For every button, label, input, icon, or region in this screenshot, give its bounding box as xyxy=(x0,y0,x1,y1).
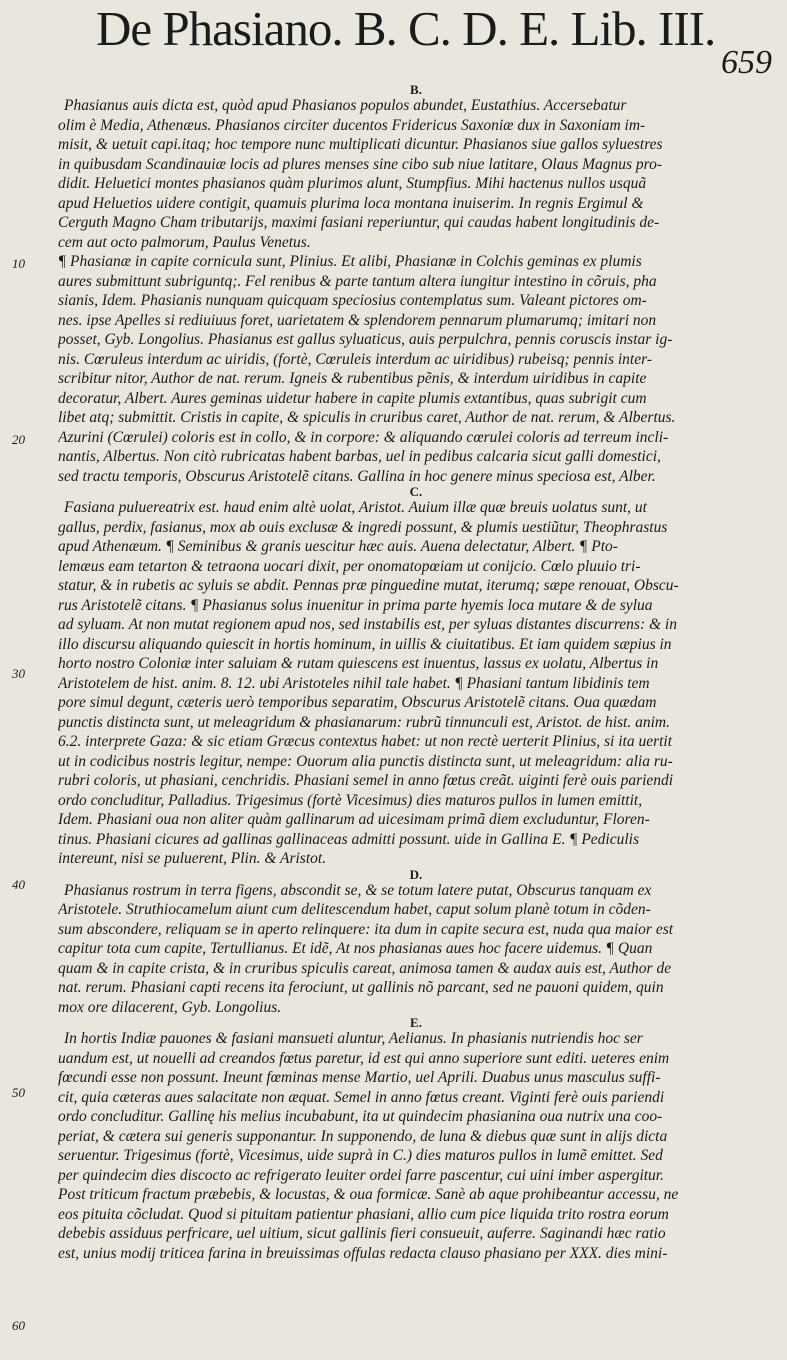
text-line: lemæus eam tetarton & tetraona uocari dixit, per onomatopœiam ut conijcio. Cœlo pluuio tri- xyxy=(58,557,641,575)
text-line: gallus, perdix, fasianus, mox ab ouis exclusæ & ingredi possunt, & plumis uestiũtur, Theophrastus xyxy=(58,518,668,536)
running-header xyxy=(96,0,776,81)
text-line: rubri coloris, ut phasiani, cenchridis. Phasiani semel in anno fœtus creãt. uiginti ferè ouis pariendi xyxy=(58,772,674,789)
text-line: Phasianus auis dicta est, quòd apud Phasianos populos abundet, Eustathius. Accersebatur xyxy=(64,97,627,114)
main-text xyxy=(58,84,774,1263)
line-number: 30 xyxy=(12,666,25,681)
text-line: libet atq; submittit. Cristis in capite, & spiculis in cruribus caret, Author de nat. rerum, & Albertus. xyxy=(58,409,676,426)
text-line: illo discursu aliquando quiescit in hortis hominum, in uillis & ciuitatibus. Et iam quidem sæpius in xyxy=(58,635,672,653)
section-label: B. xyxy=(410,82,422,97)
text-line: apud Athenæum. ¶ Seminibus & granis uescitur hæc auis. Auena delectatur, Albert. ¶ Pto- xyxy=(58,538,618,555)
text-line: rus Aristotelẽ citans. ¶ Phasianus solus inuenitur in prima parte hyemis loca mutare & de sylua xyxy=(58,596,653,614)
text-line: quam & in capite crista, & in cruribus spiculis careat, animosa tamen & audax auis est, Author de xyxy=(58,959,672,977)
text-line: sianis, Idem. Phasianis nunquam quicquam speciosius contemplatus sum. Valeant pictores om- xyxy=(58,292,647,309)
text-line: uandum est, ut nouelli ad creandos fœtus paretur, id est qui anno superiore sunt editi. ueteres enim xyxy=(58,1049,670,1067)
text-line: ¶ Phasianæ in capite cornicula sunt, Plinius. Et alibi, Phasianæ in Colchis geminas ex plumis xyxy=(58,253,642,270)
section-label: C. xyxy=(409,484,423,499)
text-line: nis. Cœruleus interdum ac uiridis, (fortè, Cœruleis interdum ac uiridibus) rubeisq; pennis inter- xyxy=(58,350,652,368)
text-line: sed tractu temporis, Obscurus Aristotelẽ citans. Gallina in hoc genere minus speciosa est, Alber. xyxy=(58,467,656,485)
section-label: D. xyxy=(409,866,423,882)
text-line: Aristotelem de hist. anim. 8. 12. ubi Aristoteles nihil tale habet. ¶ Phasiani tantum libidinis tem xyxy=(58,674,650,692)
text-line: fœcundi esse non possunt. Ineunt fœminas mense Martio, uel Aprili. Duabus unus masculus suffi- xyxy=(58,1069,661,1086)
text-line: nes. ipse Apelles si rediuiuus foret, uarietatem & splendorem pennarum plumarumq; imitari non xyxy=(58,311,657,329)
text-line: horto nostro Coloniæ inter saluiam & rutam quiescens est inuentus, lassus ex uolatu, Albertus in xyxy=(58,655,659,672)
text-line: ad syluam. At non mutat regionem apud nos, sed instabilis est, per syluas distantes discurrens: & in xyxy=(58,616,677,633)
text-line: In hortis Indiæ pauones & fasiani mansueti aluntur, Aelianus. In phasianis nutriendis hoc ser xyxy=(64,1030,643,1047)
text-line: misit, & uetuit capi.itaq; hoc tempore nunc multiplicati dicuntur. Phasianos siue gallos syluestres xyxy=(58,136,663,153)
text-line: Idem. Phasiani oua non aliter quàm gallinarum ad uicesimam primã diem excluduntur, Floren- xyxy=(58,811,650,828)
text-line: intereunt, nisi se puluerent, Plin. & Aristot. xyxy=(58,850,327,867)
text-line: ut in codicibus nostris legitur, nempe: Ouorum alia punctis distincta sunt, ut meleagridum: alia ru- xyxy=(58,752,673,770)
text-line: capitur tota cum capite, Tertullianus. Et idẽ, At nos phasianas aues hoc facere uidemus. ¶ Quan xyxy=(58,940,653,957)
text-line: statur, & in rubetis ac syluis se abdit. Pennas præ pinguedine mutat, iterumq; sæpe renouat, Obscu- xyxy=(58,577,679,594)
text-line: eos pituita cõcludat. Quod si pituitam patientur phasiani, allio cum pice liquida trito rostra eorum xyxy=(58,1205,669,1223)
text-line: per quindecim dies discocto ac refrigerato leuiter ordei farre pascentur, cui uini imber aspergitur. xyxy=(58,1166,664,1184)
text-line: tinus. Phasiani cicures ad gallinas gallinaceas admitti possunt. uide in Gallina E. ¶ Pediculis xyxy=(58,830,640,848)
text-line: periat, & cætera sui generis supponantur. In supponendo, de luna & diebus quæ sunt in alijs dicta xyxy=(58,1127,668,1145)
text-line: sum abscondere, reliquam se in aperto relinquere: ita dum in capite secura est, nuda qua maior est xyxy=(58,920,674,938)
text-line: didit. Heluetici montes phasianos quàm plurimos alunt, Stumpfius. Mihi hactenus nullos usquã xyxy=(58,175,647,192)
text-line: Phasianus rostrum in terra figens, abscondit se, & se totum latere putat, Obscurus tanquam ex xyxy=(64,881,652,899)
text-line: Azurini (Cœrulei) coloris est in collo, & in corpore: & aliquando cœrulei coloris ad terreum incli- xyxy=(58,428,669,446)
text-line: Fasiana puluereatrix est. haud enim altè uolat, Aristot. Auium illæ quæ breuis uolatus sunt, ut xyxy=(64,499,647,516)
text-line: nantis, Albertus. Non citò rubricatas habent barbas, uel in pedibus calcaria sicut galli domestici, xyxy=(58,448,661,465)
text-line: scribitur nitor, Author de nat. rerum. Igneis & rubentibus pẽnis, & interdum uiridibus in capite xyxy=(58,370,647,387)
text-line: cem aut octo palmorum, Paulus Venetus. xyxy=(58,233,311,251)
text-line: mox ore dilacerent, Gyb. Longolius. xyxy=(58,998,282,1016)
text-line: Post triticum fractum præbebis, & locustas, & oua formicæ. Sanè ab aque prohibeantur accessu, ne xyxy=(58,1186,679,1203)
text-line: est, unius modij triticea farina in breuissimas offulas redacta clauso phasiano per XXX. dies mini- xyxy=(58,1244,668,1262)
text-line: nat. rerum. Phasiani capti recens ita ferociunt, ut gallinis nõ parcant, sed ne pauoni quidem, quin xyxy=(58,979,664,996)
line-number: 20 xyxy=(12,432,25,447)
section-label: E. xyxy=(410,1015,422,1030)
text-line: in quibusdam Scandinauiæ locis ad plures menses sine cibo sub niue latitare, Olaus Magnus pro- xyxy=(58,155,663,173)
page-title: De Phasiano. B. C. D. E. Lib. III. xyxy=(96,1,716,56)
text-line: ordo concluditur. Gallinę his melius incubabunt, ita ut quindecim phasianina oua nutrix una coo- xyxy=(58,1108,663,1125)
text-line: debebis assiduus perfricare, uel uitium, sicut gallinis fieri consueuit, auferre. Saginandi hæc ratio xyxy=(58,1225,666,1242)
text-line: posset, Gyb. Longolius. Phasianus est gallus syluaticus, auis perpulchra, pennis coruscis instar ig- xyxy=(58,331,673,348)
text-line: cit, quia cæteras aues salacitate non æquat. Semel in anno fœtus creant. Viginti ferè ouis pariendi xyxy=(58,1088,665,1106)
line-number: 60 xyxy=(12,1318,25,1333)
line-number: 40 xyxy=(12,877,25,892)
line-number: 10 xyxy=(12,256,25,271)
text-line: ordo concluditur, Palladius. Trigesimus (fortè Vicesimus) dies maturos pullos in lumen emittit, xyxy=(58,791,643,809)
text-line: Cerguth Magno Cham tributarijs, maximi fasiani reperiuntur, qui caudas habent longitudinis de- xyxy=(58,214,660,231)
text-line: 6.2. interprete Gaza: & sic etiam Græcus contextus habet: ut non rectè uerterit Plinius, si ita uertit xyxy=(58,733,673,750)
text-line: pore simul degunt, cæteris uerò temporibus separatim, Obscurus Aristotelẽ citans. Oua quædam xyxy=(58,694,657,711)
text-line: seruentur. Trigesimus (fortè, Vicesimus, uide suprà in C.) dies maturos pullos in lumẽ emittet. Sed xyxy=(58,1147,663,1164)
text-line: aures submittunt subriguntq;. Fel renibus & parte tantum altera iungitur intestino in cõruis, pha xyxy=(58,272,657,290)
text-line: olim è Media, Athenæus. Phasianos circiter ducentos Fridericus Saxoniæ dux in Saxoniam im- xyxy=(58,116,646,134)
text-line: Aristotele. Struthiocamelum aiunt cum delitescendum habet, caput solum planè totum in cõden- xyxy=(58,901,651,918)
text-line: apud Heluetios uidere contigit, quamuis plurima loca montana inuiserim. In regnis Ergimul & xyxy=(58,194,644,212)
page-number: 659 xyxy=(721,44,772,81)
text-line: decoratur, Albert. Aures geminas uidetur habere in capite plumis extantibus, quas subrigit cum xyxy=(58,389,647,407)
text-line: punctis distincta sunt, ut meleagridum & phasianarum: rubrũ tinnunculi est, Aristot. de hist. anim. xyxy=(58,713,670,731)
line-number: 50 xyxy=(12,1085,25,1100)
